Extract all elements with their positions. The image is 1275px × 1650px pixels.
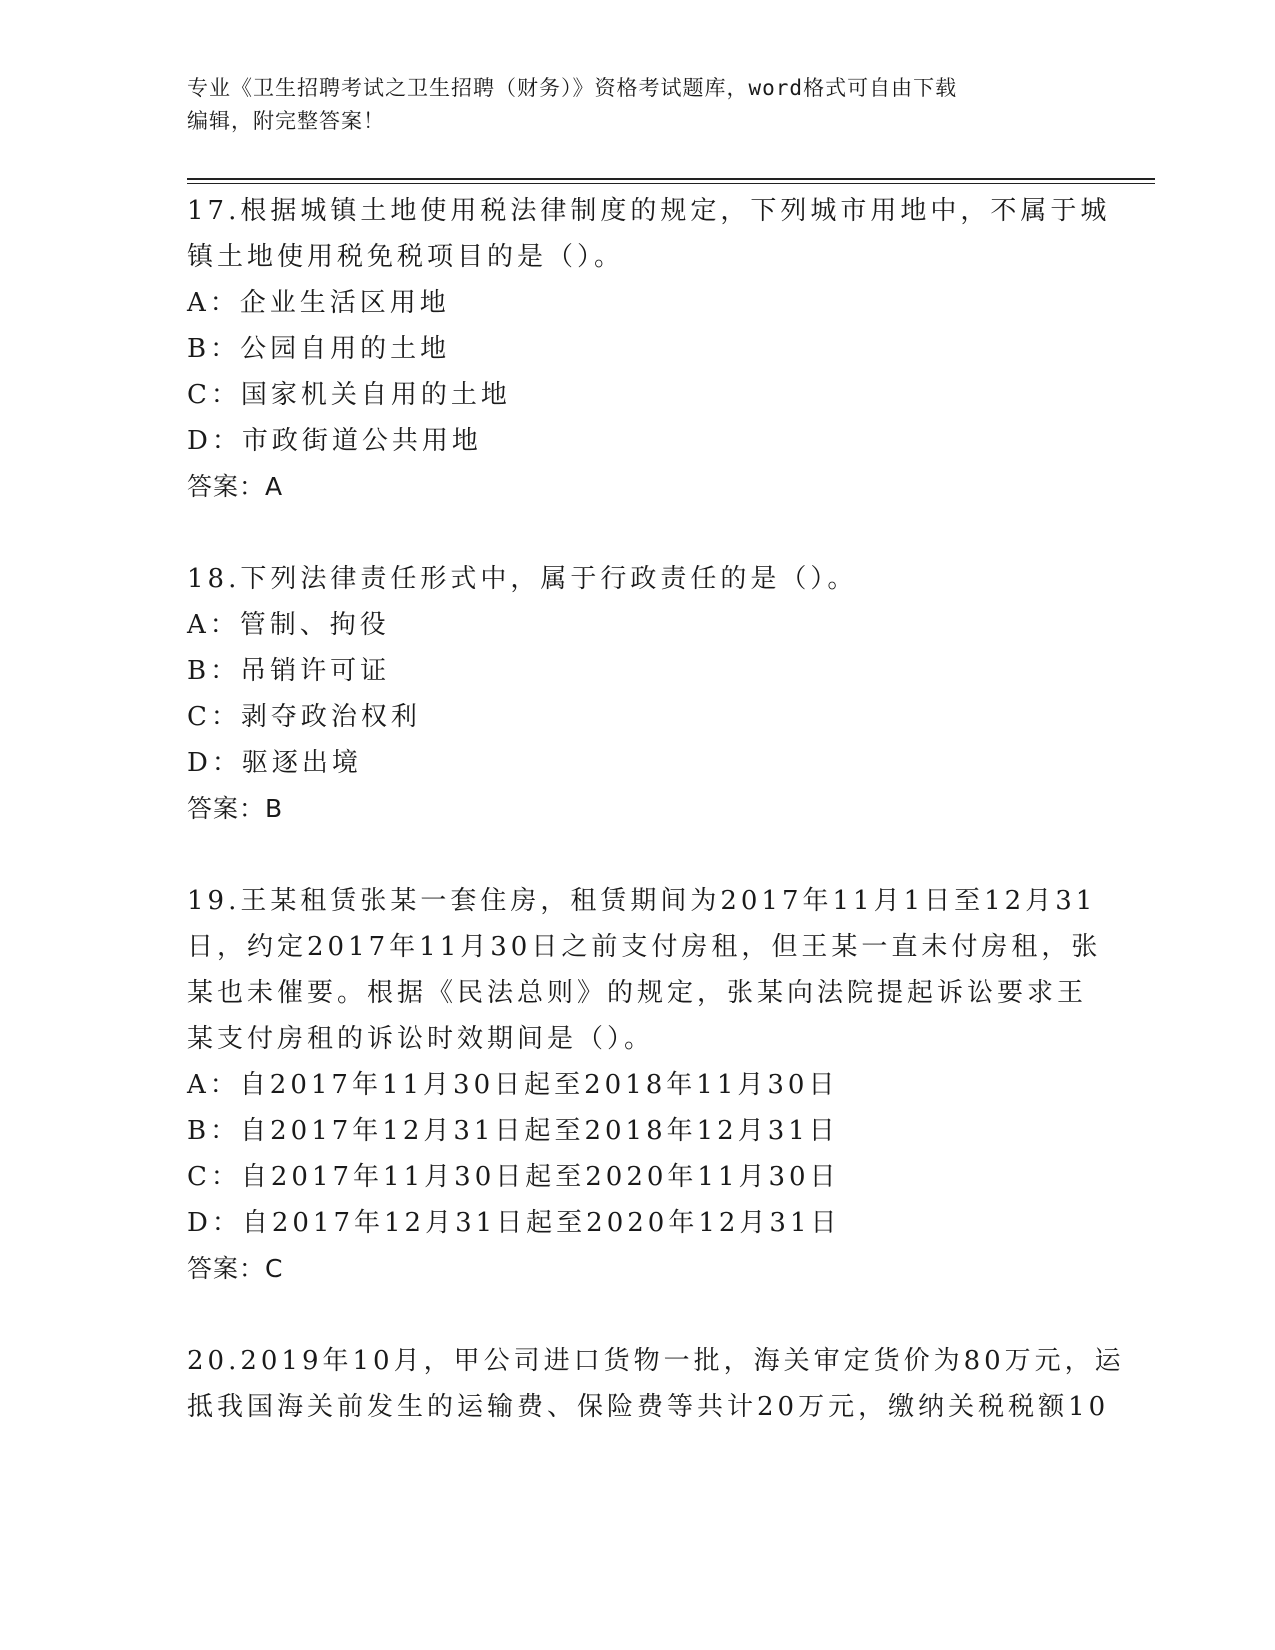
question-list: [187, 188, 1125, 1430]
spacer: [187, 832, 1087, 878]
option-a: A：管制、拘役: [187, 610, 390, 640]
header-divider-thick: [187, 178, 1155, 180]
answer-line: 答案：C: [187, 1254, 284, 1283]
option-d: D：市政街道公共用地: [187, 426, 482, 456]
option-b: B：吊销许可证: [187, 656, 391, 686]
spacer: [187, 1292, 1087, 1338]
question-19: [187, 878, 1102, 1292]
option-c: C：剥夺政治权利: [187, 702, 421, 732]
answer-line: 答案：B: [187, 794, 284, 823]
option-c: C：自2017年11月30日起至2020年11月30日: [187, 1162, 840, 1192]
question-text-line: 20.2019年10月，甲公司进口货物一批，海关审定货价为80万元，运: [187, 1346, 1125, 1376]
spacer: [187, 510, 1087, 556]
question-text-line: 抵我国海关前发生的运输费、保险费等共计20万元，缴纳关税税额10: [187, 1392, 1110, 1422]
option-d: D：驱逐出境: [187, 748, 362, 778]
header-line-1: 专业《卫生招聘考试之卫生招聘（财务）》资格考试题库，word格式可自由下载: [187, 76, 958, 100]
question-text-line: 某也未催要。根据《民法总则》的规定，张某向法院提起诉讼要求王: [187, 978, 1088, 1008]
option-a: A：自2017年11月30日起至2018年11月30日: [187, 1070, 839, 1100]
option-d: D：自2017年12月31日起至2020年12月31日: [187, 1208, 841, 1238]
document-header: [187, 72, 1087, 138]
header-divider-thin: [187, 183, 1155, 184]
option-a: A：企业生活区用地: [187, 288, 450, 318]
question-text-line: 某支付房租的诉讼时效期间是（）。: [187, 1024, 655, 1054]
question-20: [187, 1338, 1125, 1430]
option-c: C：国家机关自用的土地: [187, 380, 511, 410]
question-text-line: 镇土地使用税免税项目的是（）。: [187, 242, 625, 272]
question-text-line: 日，约定2017年11月30日之前支付房租，但王某一直未付房租，张: [187, 932, 1102, 962]
question-text-line: 17.根据城镇土地使用税法律制度的规定，下列城市用地中，不属于城: [187, 196, 1111, 226]
question-text-line: 19.王某租赁张某一套住房，租赁期间为2017年11月1日至12月31: [187, 886, 1097, 916]
question-18: [187, 556, 1087, 832]
question-17: [187, 188, 1111, 510]
question-text-line: 18.下列法律责任形式中，属于行政责任的是（）。: [187, 564, 858, 594]
answer-line: 答案：A: [187, 472, 284, 501]
header-line-2: 编辑，附完整答案！: [187, 109, 385, 133]
option-b: B：自2017年12月31日起至2018年12月31日: [187, 1116, 839, 1146]
option-b: B：公园自用的土地: [187, 334, 451, 364]
